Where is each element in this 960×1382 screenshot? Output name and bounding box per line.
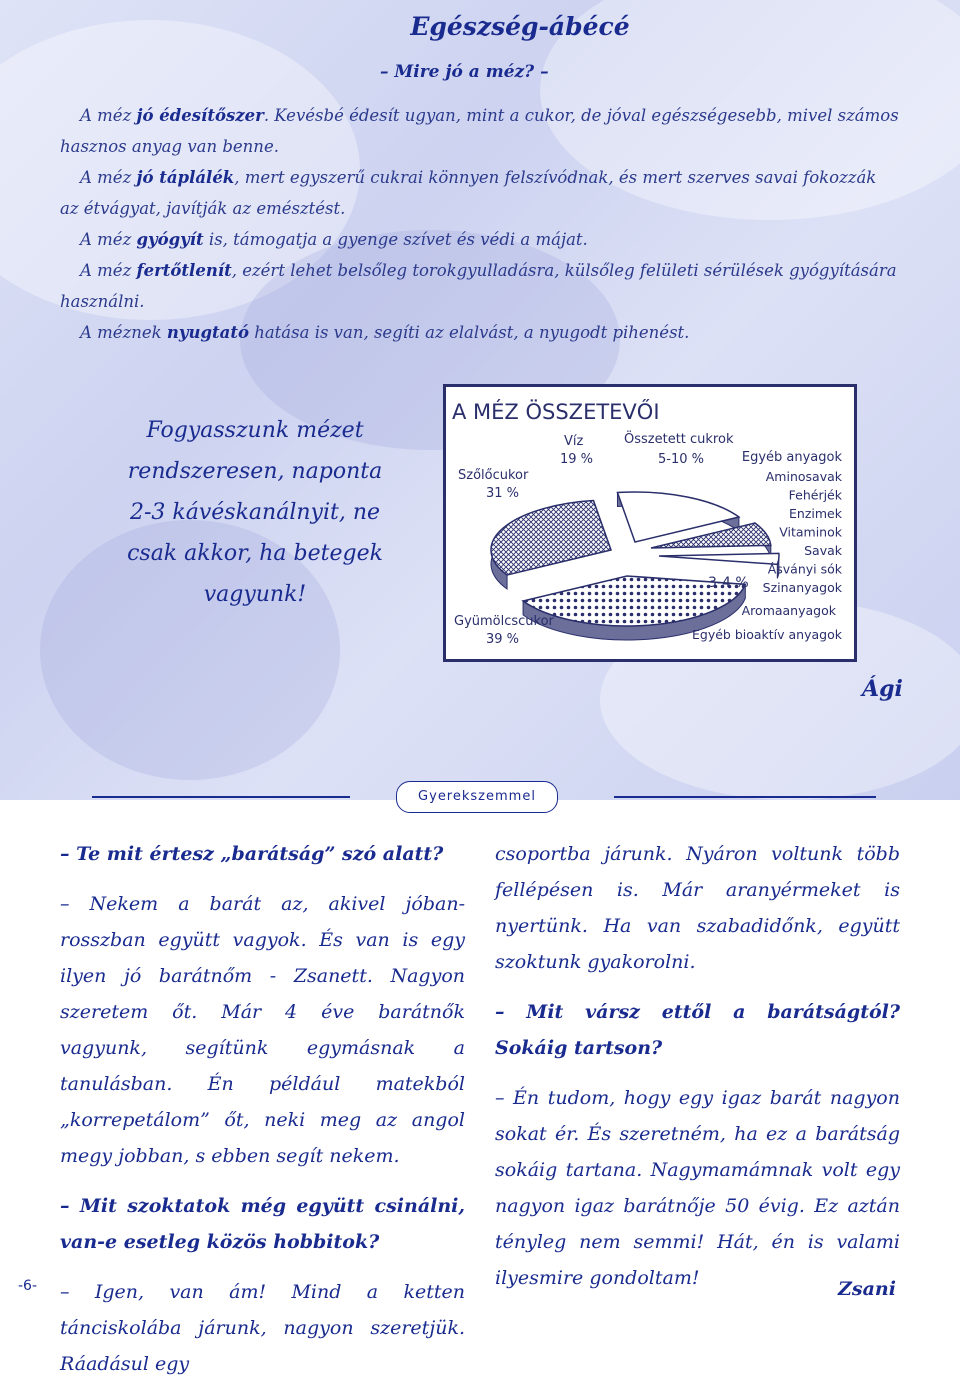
intro-paragraph: A méz jó táplálék, mert egyszerű cukrai könnyen felszívódnak, és mert szerves savai fokozzák az étvágyat, javítják az emésztést. [60,168,877,218]
interview-question: – Te mit értesz „barátság” szó alatt? [60,843,444,865]
chart-label: Szőlőcukor [458,468,529,483]
section-label: Gyerekszemmel [396,781,558,813]
interview-answer: – Nekem a barát az, akivel jóban-rosszban együtt vagyok. És van is egy ilyen jó barátnőm - Zsanett. Nagyon szeretem őt. Már 4 éve barátnők vagyunk, segítünk egymásnak a tanulásban. Én például matekból „korrepetálom” őt, neki meg az angol megy jobban, s ebben segít nekem. [60,893,465,1167]
intro-paragraph: A méz fertőtlenít, ezért lehet belsőleg torokgyulladásra, külsőleg felületi sérülések gyógyítására használni. [60,261,897,311]
chart-label: Szinanyagok [762,580,842,595]
divider-left [92,796,350,798]
interview-left-column [60,836,465,1382]
chart-svg [446,387,854,659]
chart-title: A MÉZ ÖSSZETEVŐI [452,400,660,424]
intro-paragraph: A méznek nyugtató hatása is van, segíti az elalvást, a nyugodt pihenést. [80,323,690,342]
chart-label: Egyéb bioaktív anyagok [692,627,842,642]
chart-label: Összetett cukrok [624,432,734,447]
intro-paragraph: A méz jó édesítőszer. Kevésbé édesít ugyan, mint a cukor, de jóval egészségesebb, mivel számos hasznos anyag van benne. [60,106,899,156]
page-subtitle: – Mire jó a méz? – [380,62,549,82]
interview-right-column [495,836,900,1296]
divider-right [614,796,876,798]
intro-text [60,100,900,348]
chart-label: Fehérjék [788,487,842,503]
chart-label: 19 % [560,452,594,467]
interview-answer: – Igen, van ám! Mind a ketten tánciskolába járunk, nagyon szeretjük. Ráadásul egy [60,1281,465,1375]
chart-label: Ásványi sók [767,561,842,577]
interview-question: – Mit vársz ettől a barátságtól? Sokáig tartson? [495,1001,900,1059]
pie-slice [659,553,779,564]
callout-text: Fogyasszunk mézet rendszeresen, naponta 2-3 kávéskanálnyit, ne csak akkor, ha betegek vagyunk! [127,418,383,607]
chart-label: 31 % [486,486,520,501]
interview-answer: csoportba járunk. Nyáron voltunk több fellépésen is. Már aranyérmeket is nyertünk. Ha van szabadidőnk, együtt szoktunk gyakorolni. [495,843,900,973]
pie-slice [491,501,611,575]
chart-label: Egyéb anyagok [741,450,842,465]
chart-label: Vitaminok [779,524,842,540]
chart-label: Enzimek [789,506,842,521]
author-signature: Ági [862,676,903,702]
page-title: Egészség-ábécé [410,12,630,41]
page-number: -6- [18,1278,38,1294]
chart-label: Aminosavak [765,469,842,484]
chart-label: 3-4 % [708,575,749,591]
interviewee-signature: Zsani [838,1278,896,1300]
intro-paragraph: A méz gyógyít is, támogatja a gyenge szívet és védi a májat. [80,230,588,249]
chart-label: 39 % [486,632,520,647]
honey-composition-chart [443,384,857,662]
chart-label: 5-10 % [658,452,704,467]
chart-label: Víz [564,434,584,449]
chart-label: Savak [804,543,842,558]
interview-question: – Mit szoktatok még együtt csinálni, van-e esetleg közös hobbitok? [60,1195,465,1253]
interview-answer: – Én tudom, hogy egy igaz barát nagyon sokat ér. És szeretném, ha ez a barátság sokáig tartana. Nagymamámnak volt egy nagyon igaz barátnője 50 évig. Ez aztán tényleg nem semmi! Hát, én is valami ilyesmire gondoltam! [495,1087,900,1289]
chart-label: Gyümölcscukor [454,614,554,629]
chart-label: Aromaanyagok [741,603,836,618]
